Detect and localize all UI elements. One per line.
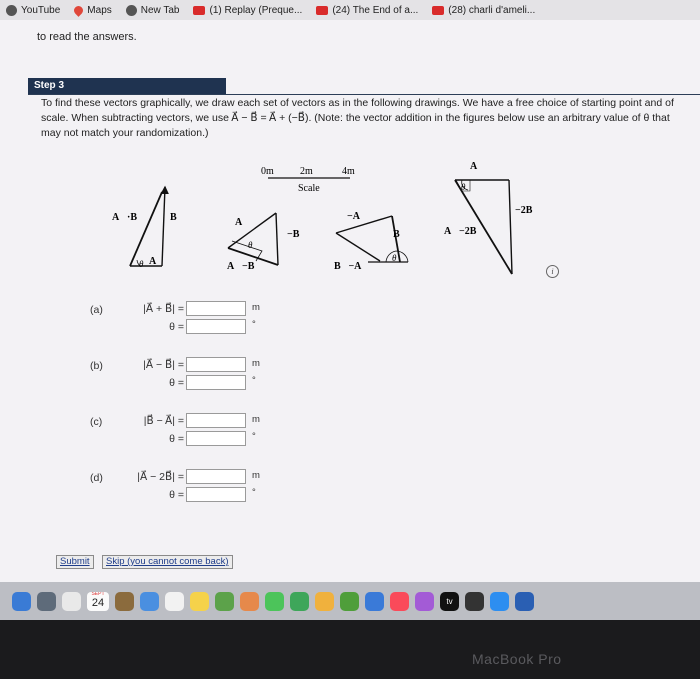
system-preferences-icon[interactable] — [465, 592, 484, 611]
youtube-icon — [193, 6, 205, 15]
figure-a-plus-b — [112, 187, 184, 269]
unit-meters: m — [252, 414, 260, 425]
scale-tick: 4m — [342, 166, 355, 177]
skip-button[interactable]: Skip (you cannot come back) — [102, 555, 233, 569]
bookmark-label: (28) charli d'ameli... — [448, 4, 536, 16]
finder-icon[interactable] — [12, 592, 31, 611]
calendar-icon[interactable] — [87, 592, 109, 611]
label-sum: A⃗·B⃗ — [112, 212, 145, 223]
unit-degrees: ° — [252, 319, 256, 330]
bookmark-charli[interactable] — [432, 5, 535, 16]
launchpad-icon[interactable] — [37, 592, 56, 611]
vector-sum — [130, 192, 162, 266]
vector-minus-2b — [509, 180, 512, 274]
angle-label-a: θ = — [169, 321, 184, 333]
label-b: B⃗ — [170, 212, 185, 223]
page-content — [0, 20, 700, 582]
reminders-icon[interactable] — [165, 592, 184, 611]
figure-a-minus-b — [227, 213, 307, 272]
magnitude-label-c: |B⃗ − A⃗| = — [143, 415, 184, 427]
scale-tick: 0m — [261, 166, 274, 177]
top-note: to read the answers. — [37, 31, 137, 43]
unit-degrees: ° — [252, 431, 256, 442]
globe-icon — [6, 5, 17, 16]
label-result: A⃗−2B⃗ — [444, 226, 485, 237]
notes-icon[interactable] — [190, 592, 209, 611]
angle-label-b: θ = — [169, 377, 184, 389]
photos-icon[interactable] — [62, 592, 81, 611]
maps-icon[interactable] — [215, 592, 234, 611]
vector-minus-a — [336, 233, 380, 261]
unit-meters: m — [252, 358, 260, 369]
podcasts-icon[interactable] — [415, 592, 434, 611]
part-label-a: (a) — [90, 304, 103, 316]
keynote-icon[interactable] — [365, 592, 384, 611]
messages-icon[interactable] — [265, 592, 284, 611]
part-label-b: (b) — [90, 360, 103, 372]
bookmark-label: (24) The End of a... — [332, 4, 419, 16]
angle-input-a[interactable] — [186, 319, 246, 334]
photos-app-icon[interactable] — [240, 592, 259, 611]
unit-degrees: ° — [252, 375, 256, 386]
info-icon[interactable]: i — [546, 265, 559, 278]
figure-b-minus-a — [334, 211, 408, 272]
scale-tick: 2m — [300, 166, 313, 177]
appletv-icon[interactable]: tv — [440, 592, 459, 611]
numbers-icon[interactable] — [340, 592, 359, 611]
magnitude-label-a: |A⃗ + B⃗| = — [143, 303, 184, 315]
calendar-month: SEPT — [91, 591, 105, 597]
dock — [0, 582, 700, 620]
bookmarks-bar — [0, 0, 700, 20]
label-result: A⃗−B⃗ — [227, 261, 263, 272]
label-minus-b: −B⃗ — [287, 229, 308, 240]
label-a: A⃗ — [470, 161, 485, 172]
vector-b — [162, 187, 165, 266]
submit-button[interactable]: Submit — [56, 555, 94, 569]
label-theta: θ — [461, 182, 466, 192]
bookmark-label: YouTube — [21, 4, 61, 16]
magnitude-input-b[interactable] — [186, 357, 246, 372]
laptop-bezel — [0, 620, 700, 679]
angle-input-b[interactable] — [186, 375, 246, 390]
bookmark-replay[interactable] — [193, 5, 302, 16]
map-pin-icon — [72, 4, 85, 17]
label-theta: θ — [139, 259, 144, 269]
label-minus-a: −A⃗ — [347, 211, 368, 222]
part-label-d: (d) — [90, 472, 103, 484]
bookmark-youtube[interactable] — [6, 5, 60, 16]
part-label-c: (c) — [90, 416, 103, 428]
magnitude-input-a[interactable] — [186, 301, 246, 316]
bookmark-label: Maps — [87, 4, 112, 16]
label-a: A⃗ — [149, 256, 164, 267]
laptop-brand: MacBook Pro — [472, 651, 562, 667]
youtube-icon — [316, 6, 328, 15]
word-icon[interactable] — [515, 592, 534, 611]
scale-bar — [261, 166, 355, 194]
unit-degrees: ° — [252, 487, 256, 498]
label-result: B⃗−A⃗ — [334, 261, 370, 272]
angle-label-d: θ = — [169, 489, 184, 501]
vector-minus-b — [276, 213, 278, 265]
angle-input-d[interactable] — [186, 487, 246, 502]
bookmark-end-of[interactable] — [316, 5, 418, 16]
unit-meters: m — [252, 470, 260, 481]
label-theta: θ — [248, 240, 253, 250]
label-minus-2b: −2B⃗ — [515, 205, 541, 216]
angle-label-c: θ = — [169, 433, 184, 445]
bookmark-maps[interactable] — [74, 5, 111, 16]
bookmark-label: (1) Replay (Preque... — [209, 4, 303, 16]
label-theta: θ — [392, 253, 397, 263]
step-instructions: To find these vectors graphically, we draw each set of vectors as in the following drawings. We have a free choice of starting point and of scale. When subtracting vectors, we use A⃗ − B⃗ = A⃗ + (−B⃗). (Note: the vector addition in the figures below use an arbitrary value of θ that may not match your randomization.) — [41, 97, 674, 139]
magnitude-label-b: |A⃗ − B⃗| = — [143, 359, 184, 371]
step-label: Step 3 — [28, 78, 226, 94]
magnitude-label-d: |A⃗ − 2B⃗| = — [137, 471, 184, 483]
facetime-icon[interactable] — [290, 592, 309, 611]
scale-label: Scale — [298, 183, 320, 194]
pages-icon[interactable] — [315, 592, 334, 611]
label-b: B⃗ — [393, 229, 408, 240]
angle-input-c[interactable] — [186, 431, 246, 446]
app-store-icon[interactable] — [490, 592, 509, 611]
contacts-icon[interactable] — [115, 592, 134, 611]
bookmark-label: New Tab — [140, 4, 180, 16]
bookmark-new-tab[interactable] — [126, 5, 180, 16]
mail-icon[interactable] — [140, 592, 159, 611]
youtube-icon — [432, 6, 444, 15]
unit-meters: m — [252, 302, 260, 313]
music-icon[interactable] — [390, 592, 409, 611]
magnitude-input-c[interactable] — [186, 413, 246, 428]
calendar-day: 24 — [91, 596, 105, 609]
figure-a-minus-2b — [444, 161, 540, 274]
globe-icon — [126, 5, 137, 16]
magnitude-input-d[interactable] — [186, 469, 246, 484]
label-a: A⃗ — [235, 217, 250, 228]
vector-figures — [0, 20, 700, 290]
